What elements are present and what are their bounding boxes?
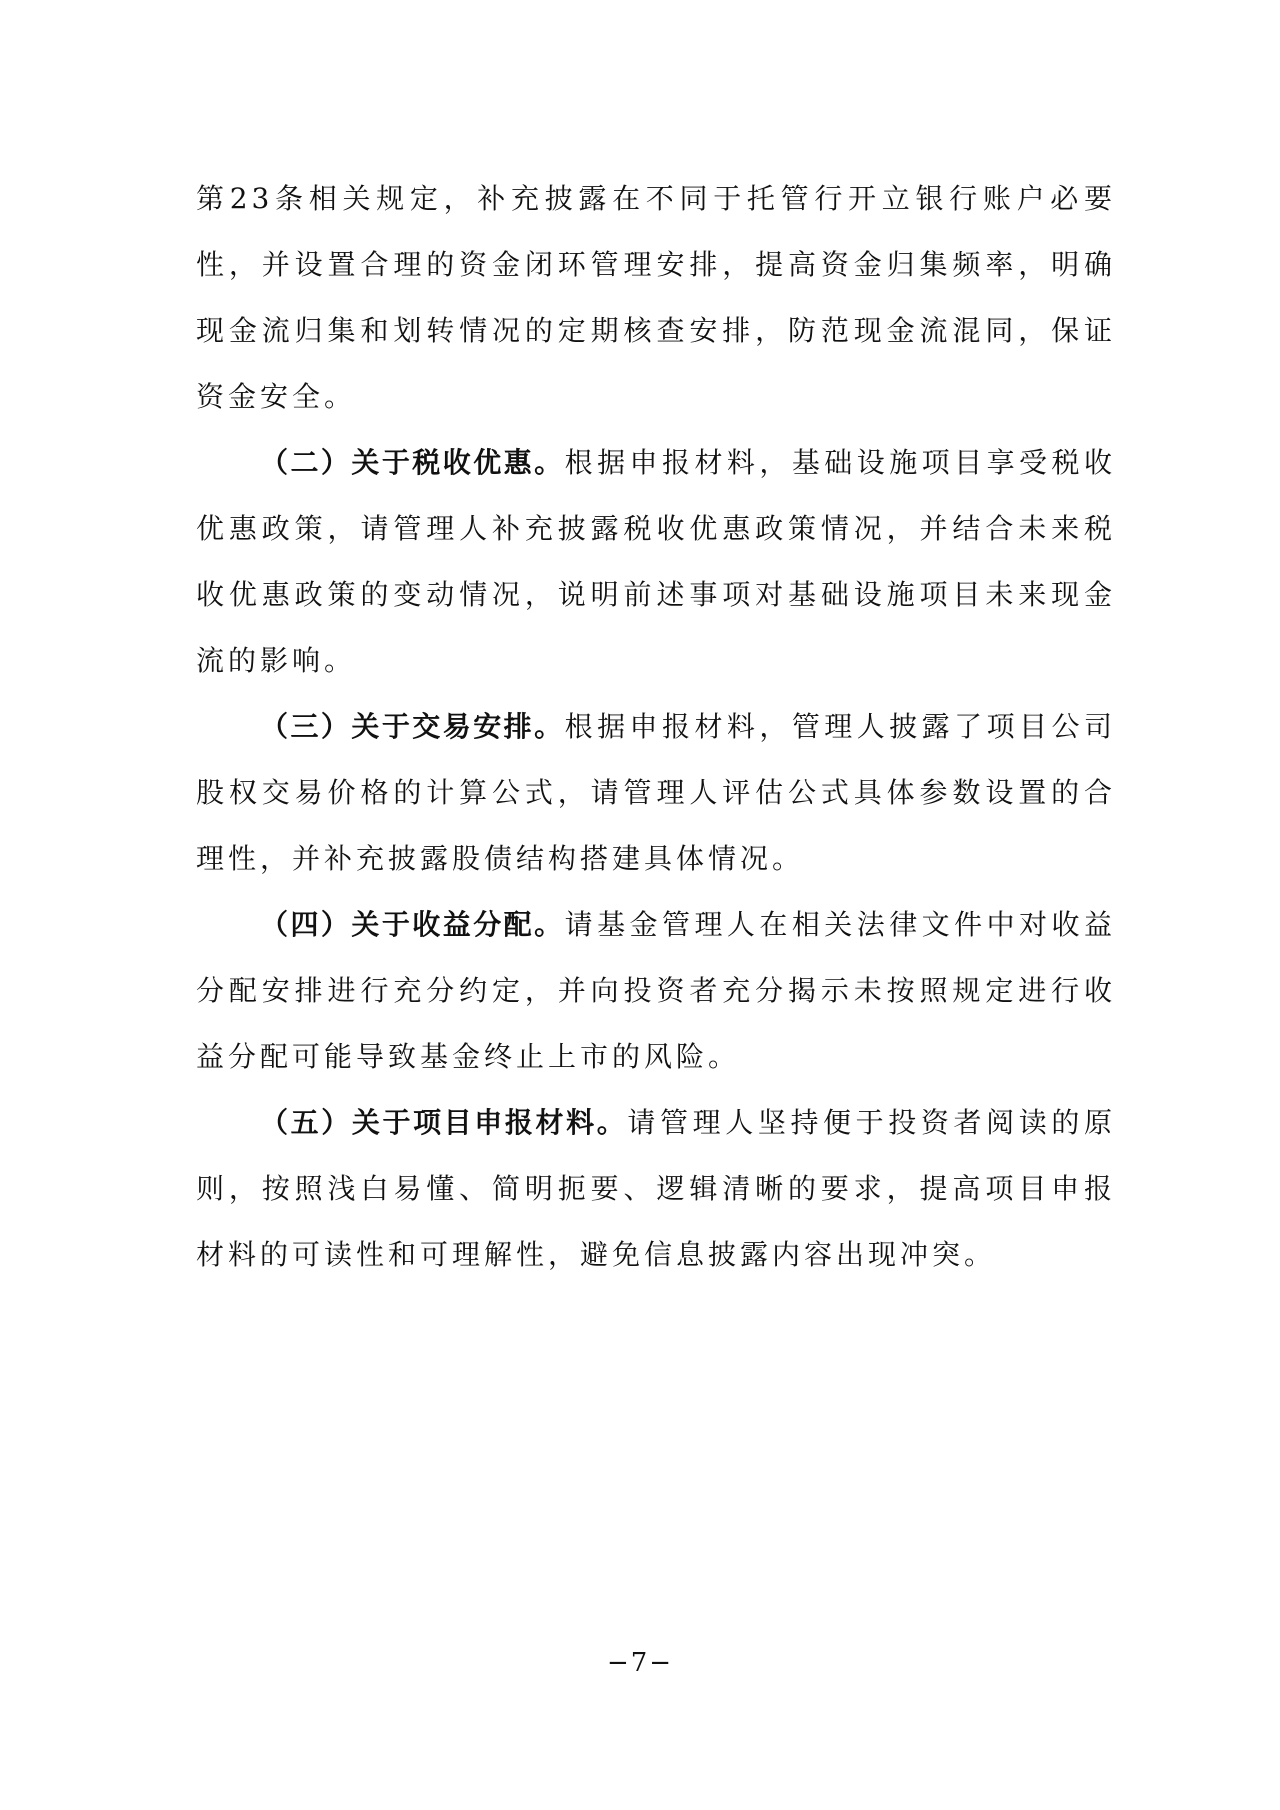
paragraph-tax-incentives xyxy=(196,430,1116,694)
paragraph-text: 请基金管理人在相关法律文件中对收益分配安排进行充分约定，并向投资者充分揭示未按照规定进行收益分配可能导致基金终止上市的风险。 xyxy=(196,908,1116,1073)
section-heading: （三）关于交易安排。 xyxy=(260,710,565,743)
paragraph-transaction-arrangement xyxy=(196,694,1116,892)
paragraph-continuation xyxy=(196,166,1116,430)
paragraph-text: 根据申报材料，管理人披露了项目公司股权交易价格的计算公式，请管理人评估公式具体参数设置的合理性，并补充披露股债结构搭建具体情况。 xyxy=(196,710,1116,875)
paragraph-text: 请管理人坚持便于投资者阅读的原则，按照浅白易懂、简明扼要、逻辑清晰的要求，提高项目申报材料的可读性和可理解性，避免信息披露内容出现冲突。 xyxy=(196,1106,1116,1271)
document-body xyxy=(196,166,1116,1288)
paragraph-text: 第23条相关规定，补充披露在不同于托管行开立银行账户必要性，并设置合理的资金闭环管理安排，提高资金归集频率，明确现金流归集和划转情况的定期核查安排，防范现金流混同，保证资金安全。 xyxy=(196,182,1116,413)
paragraph-text: 根据申报材料，基础设施项目享受税收优惠政策，请管理人补充披露税收优惠政策情况，并结合未来税收优惠政策的变动情况，说明前述事项对基础设施项目未来现金流的影响。 xyxy=(196,446,1116,677)
section-heading: （五）关于项目申报材料。 xyxy=(260,1106,628,1139)
page-number: −7− xyxy=(606,1648,674,1678)
paragraph-application-materials xyxy=(196,1090,1116,1288)
section-heading: （二）关于税收优惠。 xyxy=(260,446,565,479)
paragraph-income-distribution xyxy=(196,892,1116,1090)
section-heading: （四）关于收益分配。 xyxy=(260,908,565,941)
